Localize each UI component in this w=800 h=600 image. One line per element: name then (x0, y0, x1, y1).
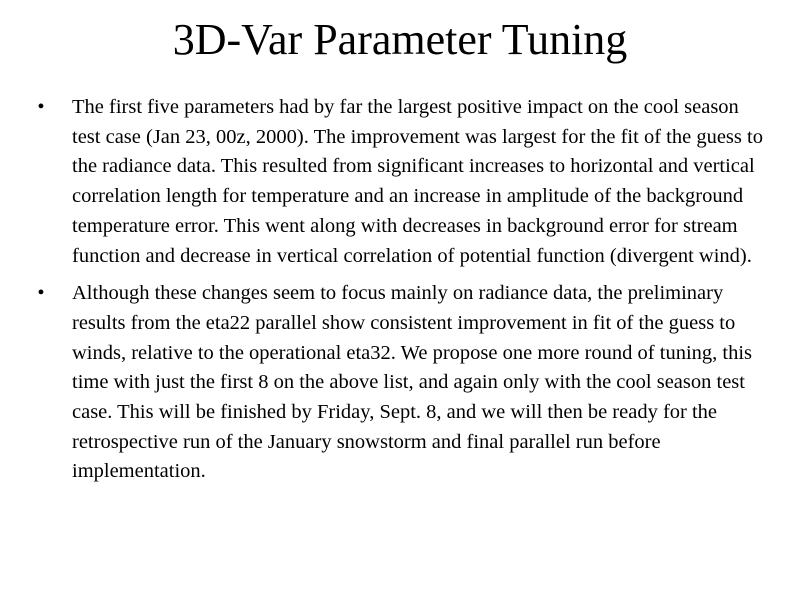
bullet-text-2: Although these changes seem to focus mainly on radiance data, the preliminary results from the eta22 parallel show consistent improvement in fit of the guess to winds, relative to the operational eta32. We propose one more round of tuning, this time with just the first 8 on the above list, and again only with the cool season test case. This will be finished by Friday, Sept. 8, and we will then be ready for the retrospective run of the January snowstorm and final parallel run before implementation. (72, 282, 753, 483)
bullet-icon: • (37, 96, 45, 118)
bullet-item-2 (0, 279, 800, 487)
slide-title: 3D-Var Parameter Tuning (172, 15, 628, 64)
bullet-icon: • (37, 282, 45, 305)
bullet-text-1: The first five parameters had by far the largest positive impact on the cool season test case (Jan 23, 00z, 2000). The improvement was largest for the fit of the guess to the radiance data. This resulted from significant increases to horizontal and vertical correlation length for temperature and an increase in amplitude of the background temperature error. This went along with decreases in background error for stream function and decrease in vertical correlation of potential function (divergent wind). (72, 96, 763, 267)
bullet-list (0, 93, 800, 495)
bullet-item-1 (0, 93, 800, 271)
